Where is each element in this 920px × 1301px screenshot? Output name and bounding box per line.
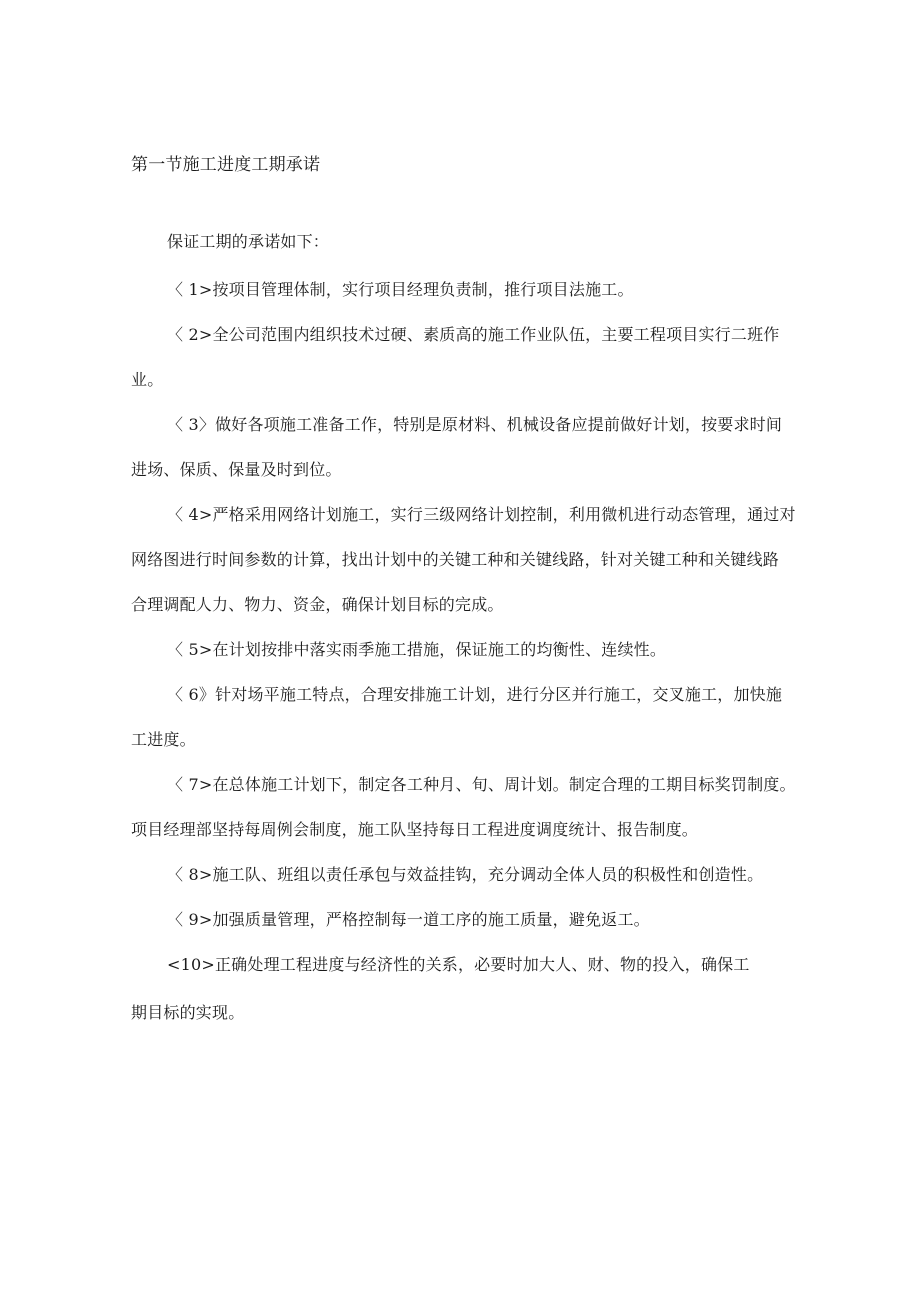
- item-10-line-1: <10>正确处理工程进度与经济性的关系，必要时加大人、财、物的投入，确保工: [167, 955, 750, 974]
- item-7-line-1: 〈 7>在总体施工计划下，制定各工种月、旬、周计划。制定合理的工期目标奖罚制度。: [167, 775, 796, 794]
- item-9-line-1: 〈 9>加强质量管理，严格控制每一道工序的施工质量，避免返工。: [167, 910, 650, 929]
- item-1-line-1: 〈 1>按项目管理体制，实行项目经理负责制，推行项目法施工。: [167, 280, 634, 299]
- item-6-line-2: 工进度。: [131, 730, 196, 749]
- item-2-line-1: 〈 2>全公司范围内组织技术过硬、素质高的施工作业队伍，主要工程项目实行二班作: [167, 325, 780, 344]
- section-title: 第一节施工进度工期承诺: [131, 155, 321, 175]
- item-4-line-3: 合理调配人力、物力、资金，确保计划目标的完成。: [131, 595, 504, 614]
- intro-text: 保证工期的承诺如下：: [167, 232, 330, 251]
- item-5-line-1: 〈 5>在计划按排中落实雨季施工措施，保证施工的均衡性、连续性。: [167, 640, 667, 659]
- item-4-line-1: 〈 4>严格采用网络计划施工，实行三级网络计划控制，利用微机进行动态管理，通过对: [167, 505, 796, 524]
- item-10-line-2: 期目标的实现。: [131, 1003, 245, 1022]
- item-8-line-1: 〈 8>施工队、班组以责任承包与效益挂钩，充分调动全体人员的积极性和创造性。: [167, 865, 764, 884]
- item-7-line-2: 项目经理部坚持每周例会制度，施工队坚持每日工程进度调度统计、报告制度。: [131, 820, 699, 839]
- item-6-line-1: 〈 6》针对场平施工特点，合理安排施工计划，进行分区并行施工，交叉施工，加快施: [167, 685, 783, 704]
- item-3-line-1: 〈 3〉做好各项施工准备工作，特别是原材料、机械设备应提前做好计划，按要求时间: [167, 415, 783, 434]
- item-3-line-2: 进场、保质、保量及时到位。: [131, 460, 342, 479]
- item-4-line-2: 网络图进行时间参数的计算，找出计划中的关键工种和关键线路，针对关键工种和关键线路: [131, 550, 780, 569]
- item-2-line-2: 业。: [131, 370, 164, 389]
